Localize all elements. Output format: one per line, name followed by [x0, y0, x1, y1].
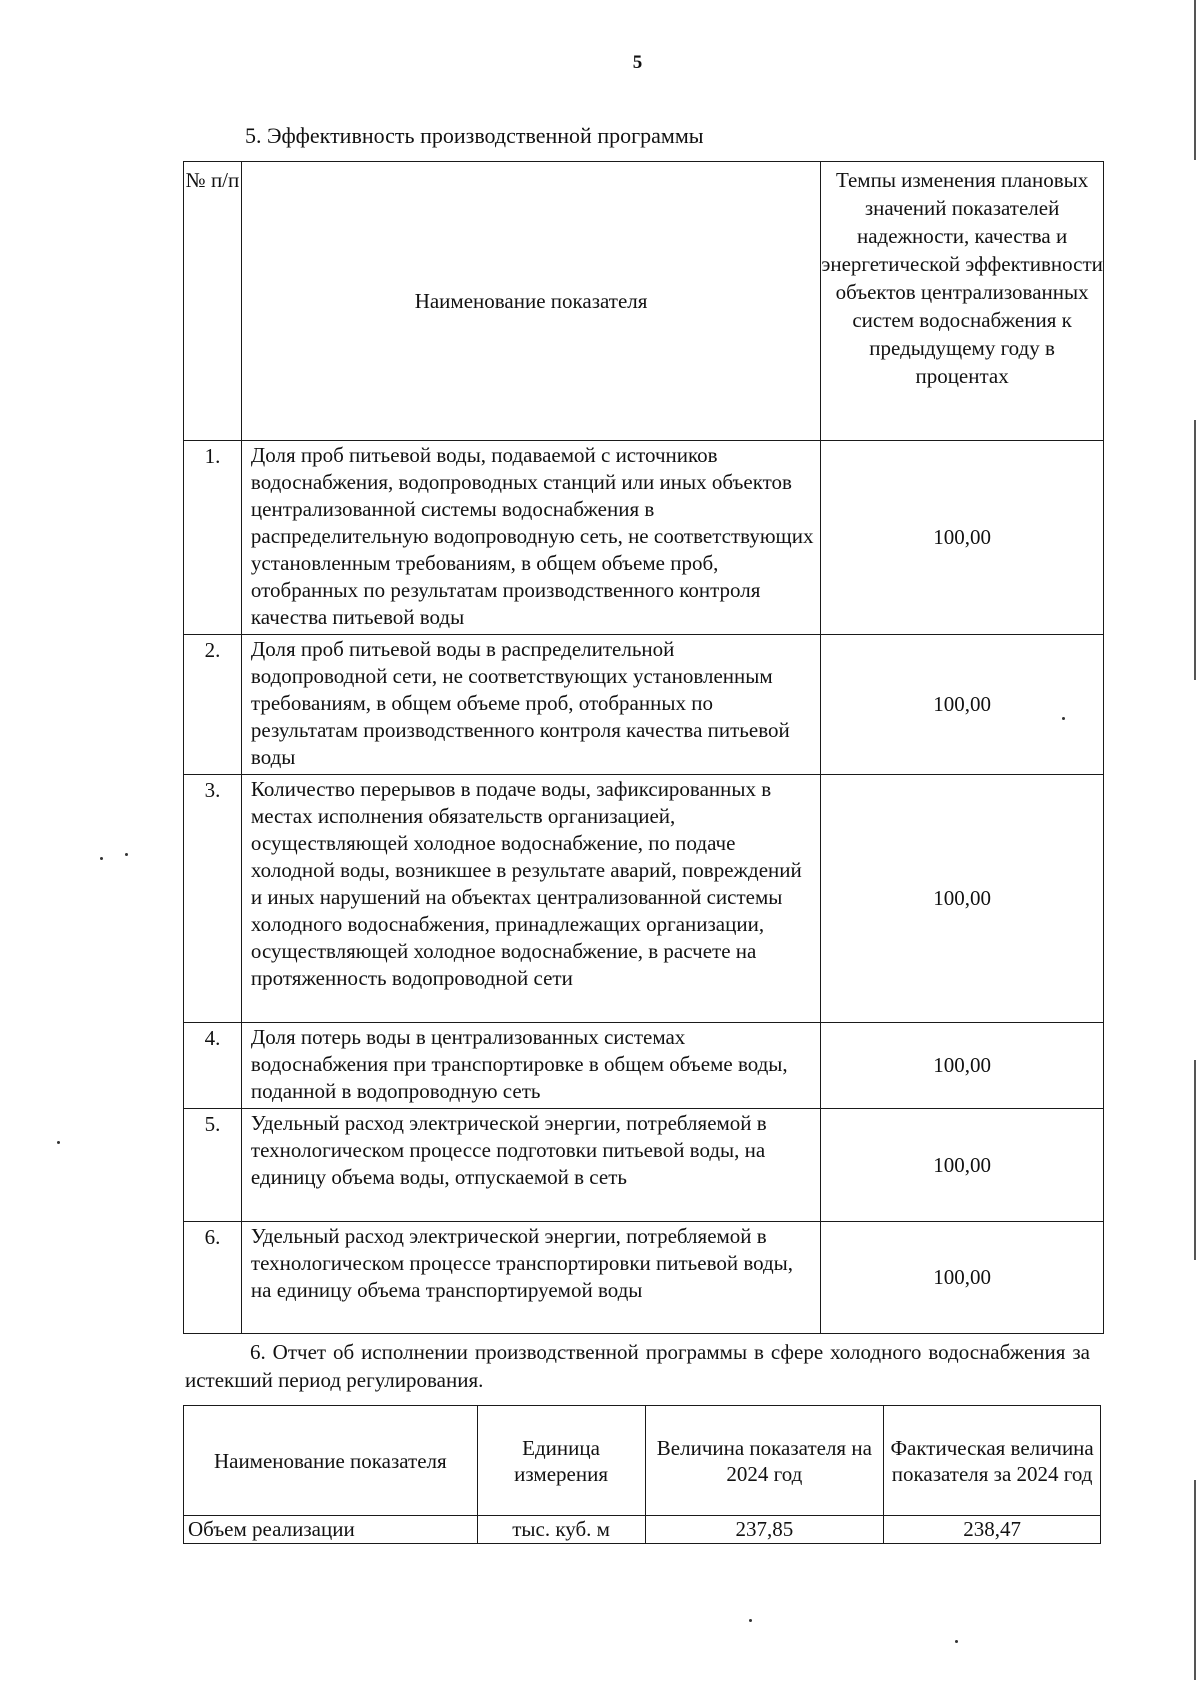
report-table-header [184, 1406, 1101, 1516]
header-num: № п/п [184, 162, 242, 441]
row-num: 2. [184, 635, 242, 775]
section-5-title: 5. Эффективность производственной программы [245, 123, 704, 148]
report-table [183, 1405, 1101, 1544]
table-row [184, 1222, 1104, 1334]
row-name: Доля проб питьевой воды, подаваемой с источников водоснабжения, водопроводных станций или иных объектов централизованной системы водоснабжения в распределительную водопроводную сеть, не соответствующих установленным требованиям, в общем объеме проб, отобранных по результатам производственного контроля качества питьевой воды [241, 441, 820, 635]
efficiency-table [183, 161, 1104, 1334]
table-row [184, 1023, 1104, 1109]
row-unit: тыс. куб. м [477, 1516, 645, 1544]
table-row [184, 635, 1104, 775]
header-name: Наименование показателя [184, 1406, 478, 1516]
row-value: 100,00 [821, 775, 1104, 1023]
row-name: Удельный расход электрической энергии, потребляемой в технологическом процессе транспортировки питьевой воды, на единицу объема транспортируемой воды [241, 1222, 820, 1334]
header-value: Темпы изменения плановых значений показателей надежности, качества и энергетической эффективности объектов централизованных систем водоснабжения к предыдущему году в процентах [821, 162, 1104, 441]
header-name: Наименование показателя [241, 162, 820, 441]
row-value: 100,00 [821, 1109, 1104, 1222]
header-actual: Фактическая величина показателя за 2024 год [884, 1406, 1101, 1516]
scan-artifact [955, 1640, 958, 1643]
row-actual: 238,47 [884, 1516, 1101, 1544]
row-name: Объем реализации [184, 1516, 478, 1544]
scan-artifact [1062, 717, 1065, 720]
table-row [184, 1109, 1104, 1222]
scan-edge-line [1194, 0, 1196, 160]
row-num: 4. [184, 1023, 242, 1109]
row-num: 3. [184, 775, 242, 1023]
page-number: 5 [632, 52, 643, 73]
row-value: 100,00 [821, 1222, 1104, 1334]
row-name: Доля потерь воды в централизованных системах водоснабжения при транспортировке в общем объеме воды, поданной в водопроводную сеть [241, 1023, 820, 1109]
header-planned: Величина показателя на 2024 год [645, 1406, 884, 1516]
row-num: 5. [184, 1109, 242, 1222]
scan-artifact [100, 857, 103, 860]
header-unit: Единица измерения [477, 1406, 645, 1516]
scan-edge-line [1194, 1480, 1196, 1680]
row-num: 6. [184, 1222, 242, 1334]
scan-edge-line [1194, 1060, 1196, 1260]
efficiency-table-header [184, 162, 1104, 441]
table-row [184, 441, 1104, 635]
row-value: 100,00 [821, 441, 1104, 635]
table-row [184, 775, 1104, 1023]
section-6-paragraph: 6. Отчет об исполнении производственной программы в сфере холодного водоснабжения за истекший период регулирования. [185, 1340, 1090, 1392]
row-planned: 237,85 [645, 1516, 884, 1544]
scan-artifact [749, 1619, 752, 1622]
scan-edge-line [1194, 420, 1196, 680]
row-value: 100,00 [821, 1023, 1104, 1109]
row-name: Удельный расход электрической энергии, потребляемой в технологическом процессе подготовки питьевой воды, на единицу объема воды, отпускаемой в сеть [241, 1109, 820, 1222]
row-num: 1. [184, 441, 242, 635]
row-name: Количество перерывов в подаче воды, зафиксированных в местах исполнения обязательств организацией, осуществляющей холодное водоснабжение, по подаче холодной воды, возникшее в результате аварий, повреждений и иных нарушений на объектах централизованной системы холодного водоснабжения, принадлежащих организации, осуществляющей холодное водоснабжение, в расчете на протяженность водопроводной сети [241, 775, 820, 1023]
scan-artifact [57, 1141, 60, 1144]
table-row [184, 1516, 1101, 1544]
scan-artifact [125, 853, 128, 856]
row-name: Доля проб питьевой воды в распределительной водопроводной сети, не соответствующих установленным требованиям, в общем объеме проб, отобранных по результатам производственного контроля качества питьевой воды [241, 635, 820, 775]
row-value: 100,00 [821, 635, 1104, 775]
